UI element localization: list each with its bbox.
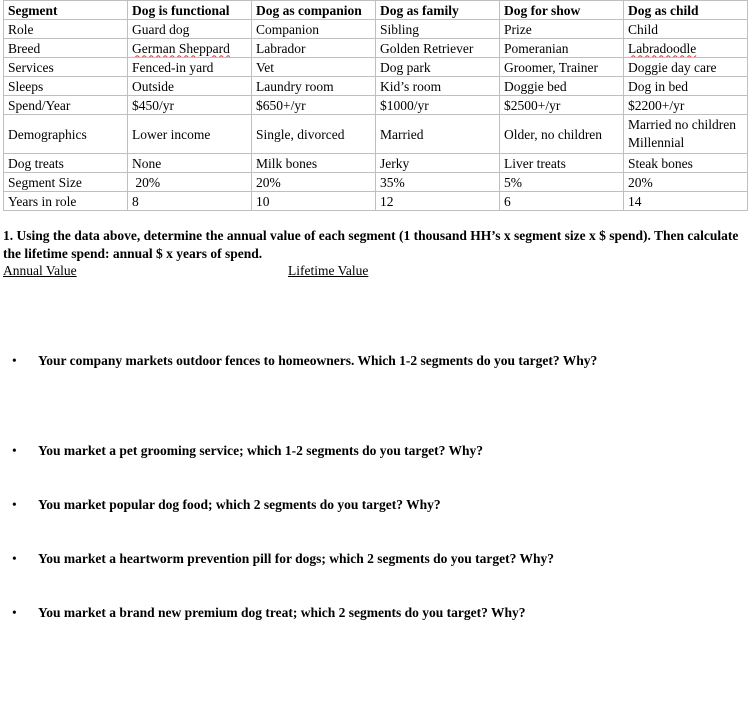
table-cell: Single, divorced — [252, 115, 376, 154]
table-row — [4, 20, 748, 39]
annual-value-label: Annual Value — [3, 263, 77, 278]
header-cell: Dog as family — [376, 1, 500, 20]
header-cell: Dog for show — [500, 1, 624, 20]
table-cell: Lower income — [128, 115, 252, 154]
table-row — [4, 77, 748, 96]
table-cell: Child — [624, 20, 748, 39]
table-row — [4, 58, 748, 77]
table-cell: Prize — [500, 20, 624, 39]
question-text: You market a heartworm prevention pill for dogs; which 2 segments do you target? Why? — [38, 551, 554, 566]
row-label: Demographics — [4, 115, 128, 154]
table-cell: Milk bones — [252, 154, 376, 173]
table-cell: Pomeranian — [500, 39, 624, 58]
row-label: Sleeps — [4, 77, 128, 96]
table-cell: None — [128, 154, 252, 173]
table-cell: 35% — [376, 173, 500, 192]
table-cell: $2200+/yr — [624, 96, 748, 115]
question-1-text: 1. Using the data above, determine the annual value of each segment (1 thousand HH’s x segment size x $ spend). Then calculate the lifetime spend: annual $ x years of spend. — [3, 228, 739, 261]
table-cell — [624, 39, 748, 58]
table-cell: Married — [376, 115, 500, 154]
question-text: You market a pet grooming service; which 1-2 segments do you target? Why? — [38, 443, 483, 458]
table-row — [4, 192, 748, 211]
table-cell: Golden Retriever — [376, 39, 500, 58]
table-cell: Jerky — [376, 154, 500, 173]
bullet-icon: • — [12, 551, 17, 566]
header-cell: Dog as companion — [252, 1, 376, 20]
table-cell: 6 — [500, 192, 624, 211]
row-label: Services — [4, 58, 128, 77]
question-text: You market popular dog food; which 2 segments do you target? Why? — [38, 497, 441, 512]
question-text: Your company markets outdoor fences to homeowners. Which 1-2 segments do you target? Why? — [38, 353, 598, 368]
table-cell: 12 — [376, 192, 500, 211]
table-cell: 20% — [128, 173, 252, 192]
table-row — [4, 96, 748, 115]
row-label: Breed — [4, 39, 128, 58]
table-cell: 20% — [624, 173, 748, 192]
table-row — [4, 115, 748, 154]
table-cell: 14 — [624, 192, 748, 211]
row-label: Dog treats — [4, 154, 128, 173]
table-row — [4, 154, 748, 173]
table-cell: Guard dog — [128, 20, 252, 39]
spellcheck-text: German Sheppard — [132, 40, 230, 56]
bullet-icon: • — [12, 605, 17, 620]
table-cell: Labrador — [252, 39, 376, 58]
table-cell: Married no children Millennial — [624, 115, 748, 154]
header-cell: Dog is functional — [128, 1, 252, 20]
table-header-row — [4, 1, 748, 20]
row-label: Spend/Year — [4, 96, 128, 115]
table-cell: Sibling — [376, 20, 500, 39]
header-cell: Dog as child — [624, 1, 748, 20]
table-cell: $2500+/yr — [500, 96, 624, 115]
table-cell: 20% — [252, 173, 376, 192]
table-cell: Laundry room — [252, 77, 376, 96]
row-label: Role — [4, 20, 128, 39]
table-cell: $650+/yr — [252, 96, 376, 115]
header-cell: Segment — [4, 1, 128, 20]
table-cell: Older, no children — [500, 115, 624, 154]
table-cell: $1000/yr — [376, 96, 500, 115]
row-label: Years in role — [4, 192, 128, 211]
bullet-icon: • — [12, 497, 17, 512]
table-row — [4, 39, 748, 58]
table-cell: Companion — [252, 20, 376, 39]
table-cell: Doggie bed — [500, 77, 624, 96]
table-cell — [128, 39, 252, 58]
table-cell: Liver treats — [500, 154, 624, 173]
bullet-icon: • — [12, 443, 17, 458]
table-cell: Fenced-in yard — [128, 58, 252, 77]
table-cell: Dog park — [376, 58, 500, 77]
table-cell: Vet — [252, 58, 376, 77]
question-text: You market a brand new premium dog treat; which 2 segments do you target? Why? — [38, 605, 526, 620]
bullet-icon: • — [12, 353, 17, 368]
table-row — [4, 173, 748, 192]
table-cell: Kid’s room — [376, 77, 500, 96]
table-cell: Doggie day care — [624, 58, 748, 77]
table-cell: 5% — [500, 173, 624, 192]
table-cell: Groomer, Trainer — [500, 58, 624, 77]
table-cell: Dog in bed — [624, 77, 748, 96]
table-cell: 8 — [128, 192, 252, 211]
table-cell: Steak bones — [624, 154, 748, 173]
table-cell: Outside — [128, 77, 252, 96]
spellcheck-text: Labradoodle — [628, 40, 697, 56]
row-label: Segment Size — [4, 173, 128, 192]
segment-table — [3, 0, 748, 211]
table-cell: $450/yr — [128, 96, 252, 115]
lifetime-value-label: Lifetime Value — [288, 263, 369, 278]
table-cell: 10 — [252, 192, 376, 211]
